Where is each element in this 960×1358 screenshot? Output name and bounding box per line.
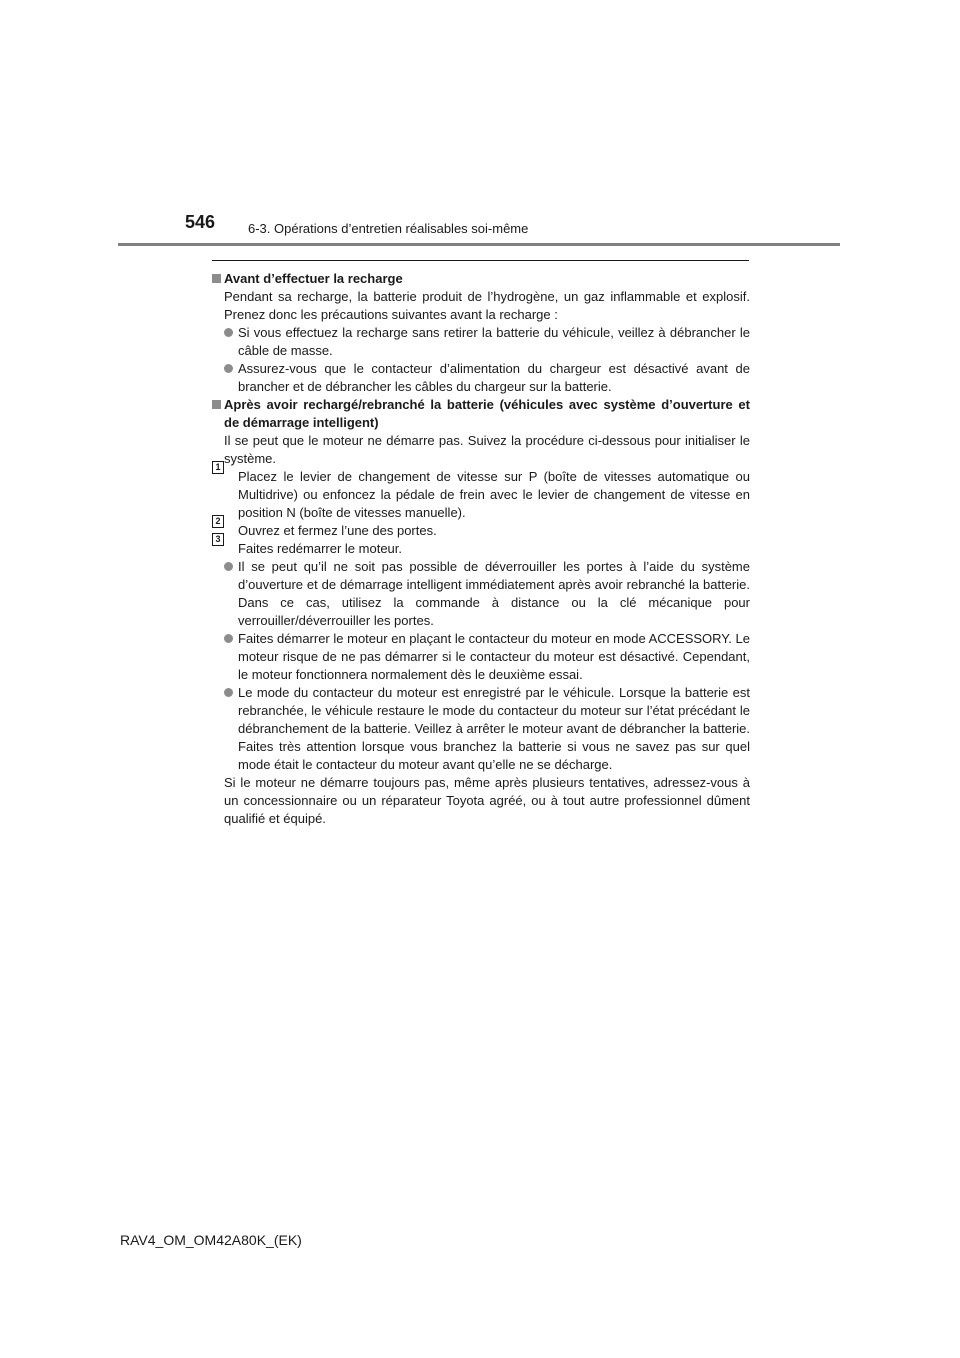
procedure-step [212,516,750,540]
bullet-text: Le mode du contacteur du moteur est enregistré par le véhicule. Lorsque la batterie est rebranchée, le véhicule restaure le mode du contacteur du moteur sur l’état précédant le débranchement de la batterie. Veillez à arrêter le moteur avant de débrancher la batterie. Faites très attention lorsque vous branchez la batterie si vous ne savez pas sur quel mode était le contacteur du moteur avant qu’elle ne se décharge. [238,685,750,772]
section-heading-before-charging [212,270,750,288]
heading-text: Avant d’effectuer la recharge [224,271,403,286]
step-text: Ouvrez et fermez l’une des portes. [238,523,437,538]
list-item [212,324,750,360]
step-text: Faites redémarrer le moteur. [238,541,403,556]
section-intro: Il se peut que le moteur ne démarre pas. Suivez la procédure ci-dessous pour initialiser le système. [224,433,750,466]
round-bullet-icon [224,634,233,643]
list-item [212,684,750,774]
list-item [212,360,750,396]
header-divider [118,243,840,246]
procedure-step [212,534,750,558]
page-number: 546 [185,212,216,232]
page-header [0,0,960,250]
procedure-step [212,462,750,522]
bullet-text: Il se peut qu’il ne soit pas possible de déverrouiller les portes à l’aide du système d’ouverture et de démarrage intelligent immédiatement après avoir rebranché la batterie. Dans ce cas, utilisez la commande à distance ou la clé mécanique pour verrouiller/déverrouiller les portes. [238,559,750,628]
step-number: 3 [212,533,224,546]
list-item [212,630,750,684]
section-intro: Pendant sa recharge, la batterie produit de l’hydrogène, un gaz inflammable et explosif. Prenez donc les précautions suivantes avant la recharge : [224,289,750,322]
list-item [212,558,750,630]
step-number: 1 [212,461,224,474]
step-text: Placez le levier de changement de vitesse sur P (boîte de vitesses automatique ou Multidrive) ou enfoncez la pédale de frein avec le levier de changement de vitesse en position N (boîte de vitesses manuelle). [238,469,750,520]
heading-text: Après avoir rechargé/rebranché la batterie (véhicules avec système d’ouverture et de démarrage intelligent) [224,397,750,430]
document-code: RAV4_OM_OM42A80K_(EK) [120,1232,302,1248]
square-bullet-icon [212,274,221,283]
round-bullet-icon [224,364,233,373]
bullet-text: Si vous effectuez la recharge sans retirer la batterie du véhicule, veillez à débrancher le câble de masse. [238,325,750,358]
round-bullet-icon [224,328,233,337]
content-divider [212,260,749,261]
round-bullet-icon [224,562,233,571]
bullet-text: Assurez-vous que le contacteur d’alimentation du chargeur est désactivé avant de brancher et de débrancher les câbles du chargeur sur la batterie. [238,361,750,394]
section-heading-after-recharging [212,396,750,432]
round-bullet-icon [224,688,233,697]
section-title: 6-3. Opérations d’entretien réalisables soi-même [248,221,529,236]
page-content [212,270,750,828]
bullet-text: Faites démarrer le moteur en plaçant le contacteur du moteur en mode ACCESSORY. Le moteur risque de ne pas démarrer si le contacteur du moteur est désactivé. Cependant, le moteur fonctionnera normalement dès le deuxième essai. [238,631,750,682]
closing-paragraph: Si le moteur ne démarre toujours pas, même après plusieurs tentatives, adressez-vous à un concessionnaire ou un réparateur Toyota agréé, ou à tout autre professionnel dûment qualifié et équipé. [224,775,750,826]
square-bullet-icon [212,400,221,409]
step-number: 2 [212,515,224,528]
